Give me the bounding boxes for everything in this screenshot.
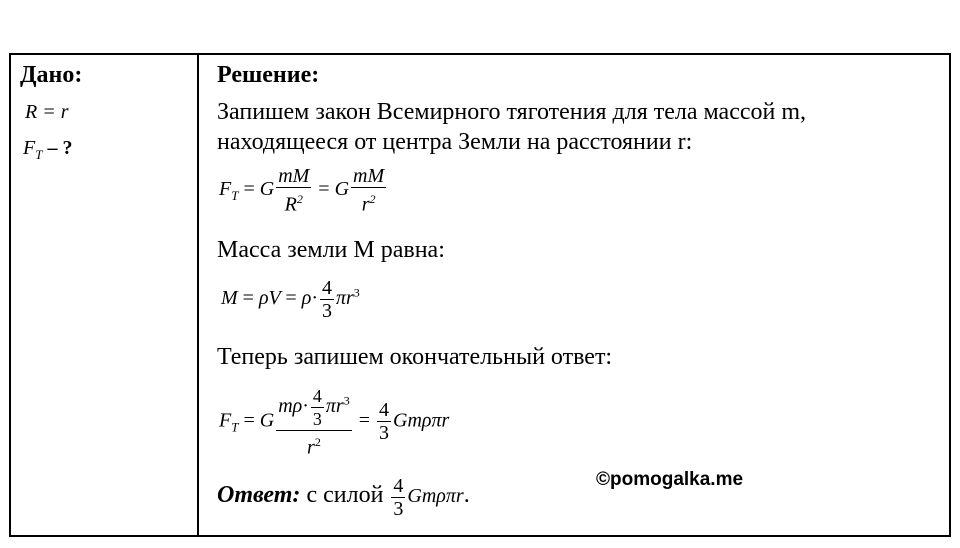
gravity-formula: $F_T = G$ $\frac{mM}{R^2}$ = G $\frac{mM}{r^2}$ xyxy=(219,165,385,216)
watermark-text: ©pomogalka.me xyxy=(596,469,744,490)
solution-table xyxy=(9,53,951,537)
given-header: Дано: xyxy=(20,62,83,88)
given-column xyxy=(11,55,197,535)
intro-line-2: находящееся от центра Земли на расстоянии r: xyxy=(217,129,693,155)
intro-line-1: Запишем закон Всемирного тяготения для тела массой m, xyxy=(217,99,807,125)
given-condition: R = r xyxy=(25,101,69,123)
mass-text: Масса земли М равна: xyxy=(217,237,445,263)
mass-formula: M = ρV = ρ· $\frac{4}{3}$ $\pi r^3$ xyxy=(221,277,360,322)
final-text: Теперь запишем окончательный ответ: xyxy=(217,344,613,370)
find-quantity: $F_T$ – ? xyxy=(23,137,73,162)
answer-line: Ответ: с силой $\frac{4}{3}$ Gmρπr. xyxy=(217,475,470,520)
solution-column xyxy=(199,55,949,535)
final-formula: $F_T = G$ mρ· $\frac{4}{3}$ $\pi r^3$ $r^2$ = $\frac{4}{3}$ Gmρπr xyxy=(219,386,450,459)
solution-header: Решение: xyxy=(217,62,320,88)
